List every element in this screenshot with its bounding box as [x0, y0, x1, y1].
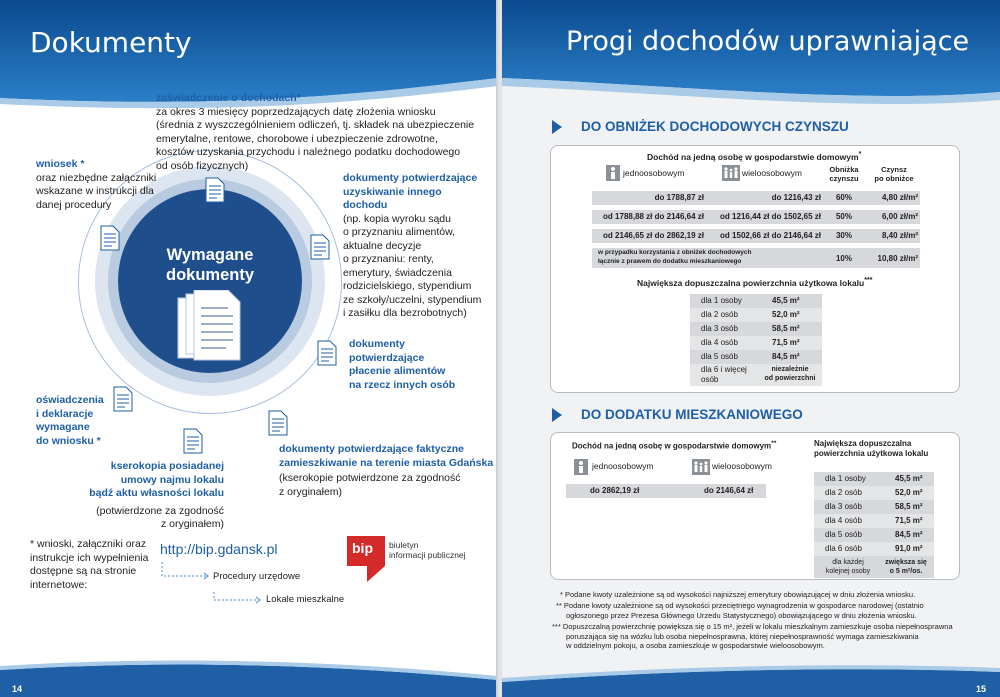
- ksero-line: (potwierdzone za zgodność: [96, 504, 224, 517]
- t1-last-line: łącznie z prawem do dodatku mieszkaniowego: [598, 257, 742, 265]
- table-cell: dla 5 osób: [825, 530, 862, 539]
- table-cell: dla 6 osób: [825, 544, 862, 553]
- table-cell: 71,5 m²: [895, 516, 923, 525]
- table-cell: 30%: [835, 231, 852, 240]
- t1-last-label: [598, 249, 752, 266]
- inne-line: rodzicielskiego, stypendium: [343, 280, 472, 292]
- table-cell: 50%: [835, 212, 852, 221]
- left-page: [0, 0, 498, 697]
- link-procedury[interactable]: Procedury urzędowe: [213, 571, 301, 582]
- table-cell: 6,00 zł/m²: [881, 212, 918, 221]
- table-cell: dla 4 osób: [701, 338, 738, 347]
- bip-caption: [389, 540, 466, 560]
- pow-last-line: dla 6 i więcej: [701, 365, 747, 374]
- alimenty-heading: potwierdzające: [349, 351, 425, 364]
- footnote-2-line: ** Podane kwoty uzależnione są od wysokości przeciętnego wynagrodzenia w gospodarce narodowej (ostatnio: [556, 601, 924, 610]
- table-cell: dla 1 osoby: [825, 474, 866, 483]
- inne-heading: dokumenty potwierdzające: [343, 172, 478, 184]
- page-title: Progi dochodów uprawniające: [566, 26, 970, 57]
- zasw-line: kosztów uzyskania przychodu i należnego podatku dochodowego: [156, 146, 461, 158]
- table-cell: dla 5 osób: [701, 352, 738, 361]
- pow-last-val-line: od powierzchni: [764, 374, 816, 382]
- ksero-line: z oryginałem): [160, 518, 224, 530]
- family-icon: [722, 165, 740, 181]
- page-number-left: 14: [12, 684, 23, 694]
- footnote-1: * Podane kwoty uzależnione są od wysokości najniższej emerytury obowiązującej w dniu złożenia wniosku.: [560, 590, 916, 599]
- center-title: [118, 245, 302, 285]
- table-cell: do 2146,64 zł: [704, 486, 754, 495]
- ksero-heading: kserokopia posiadanej: [110, 460, 224, 472]
- inne-line: (np. kopia wyroku sądu: [343, 212, 451, 225]
- t2-last-val-line: o 5 m²/os.: [889, 568, 923, 575]
- t1-multi-label: wieloosobowym: [742, 168, 802, 178]
- table-cell: 4,80 zł/m²: [881, 193, 918, 202]
- wniosek-heading: wniosek *: [36, 158, 85, 170]
- faktyczne-line: z oryginałem): [279, 485, 343, 498]
- oswiadczenia-heading: do wniosku *: [36, 434, 101, 447]
- doc-icon-faktyczne: [268, 410, 288, 436]
- alimenty-block: [349, 338, 489, 392]
- doc-icon-inne: [310, 234, 330, 260]
- t2-pow-header-line: powierzchnia użytkowa lokalu: [814, 449, 929, 458]
- t2-pow-header: [814, 439, 928, 459]
- bip-logo-text: bip: [352, 540, 373, 556]
- alimenty-heading: płacenie alimentów: [349, 365, 446, 377]
- pow-header-mark: ***: [864, 276, 873, 284]
- t2-header: [572, 440, 776, 451]
- table-cell: 84,5 m²: [895, 530, 923, 539]
- t2-last-line: dla każdej: [832, 559, 864, 566]
- section-arrow-icon: [552, 408, 562, 422]
- table-cell: dla 3 osób: [701, 324, 738, 333]
- faktyczne-heading: zamieszkiwanie na terenie miasta Gdańska: [279, 456, 494, 469]
- zasw-line: emerytalne, rentowe, chorobowe i ubezpieczenie zdrowotne,: [156, 132, 438, 145]
- inne-line: o przyznaniu: renty,: [343, 253, 434, 265]
- document-stack-icon: [176, 290, 246, 366]
- footnote-2-line: ogłoszonego przez Prezesa Głównego Urzedu Statystycznego) obowiązującego w dniu złożenia wniosku.: [566, 610, 917, 620]
- inne-block: [343, 172, 493, 321]
- t2-single-label: jednoosobowym: [592, 461, 654, 471]
- col-obnizka: [826, 165, 862, 183]
- link-arrows: [160, 562, 212, 606]
- inne-line: emerytury, świadczenia: [343, 266, 452, 279]
- table-cell: od 2146,65 zł do 2862,19 zł: [603, 231, 704, 240]
- ksero-heading: umowy najmu lokalu: [120, 473, 224, 486]
- table-cell: dla 1 osoby: [701, 296, 742, 305]
- alimenty-heading: na rzecz innych osób: [349, 378, 456, 391]
- footnote-line: * wnioski, załączniki oraz: [30, 538, 147, 550]
- pow-header: [637, 276, 872, 288]
- footnote-3: [552, 622, 962, 651]
- table-cell: 58,5 m²: [772, 324, 800, 333]
- table-cell: 58,5 m²: [895, 502, 923, 511]
- table-cell: od 1216,44 zł do 1502,65 zł: [720, 212, 821, 221]
- table-cell: do 1788,87 zł: [654, 193, 704, 202]
- oswiadczenia-heading: wymagane: [36, 421, 90, 433]
- wniosek-line: wskazane w instrukcji dla: [36, 185, 154, 197]
- right-footer-wave: [502, 648, 1000, 697]
- wniosek-block: [36, 158, 176, 212]
- footnote-line: dostępne są na stronie: [30, 565, 137, 577]
- t2-last-value: [878, 558, 934, 576]
- inne-heading: dochodu: [343, 199, 388, 211]
- table-cell: dla 3 osób: [825, 502, 862, 511]
- link-lokale[interactable]: Lokale mieszkalne: [266, 594, 345, 605]
- footnote-block: [30, 538, 160, 592]
- faktyczne-block: [279, 443, 494, 499]
- family-icon: [692, 459, 710, 475]
- table-cell: 10%: [835, 254, 852, 263]
- table-cell: 52,0 m²: [895, 488, 923, 497]
- table-cell: do 1216,43 zł: [771, 193, 821, 202]
- wniosek-line: oraz niezbędne załączniki: [36, 171, 157, 184]
- table-cell: 60%: [835, 193, 852, 202]
- table-cell: 10,80 zł/m²: [877, 254, 918, 263]
- table-cell: dla 2 osób: [825, 488, 862, 497]
- pow-last-val-line: niezależnie: [771, 366, 809, 373]
- person-icon: [606, 165, 620, 181]
- table-cell: 8,40 zł/m²: [881, 231, 918, 240]
- t2-header-text: Dochód na jedną osobę w gospodarstwie domowym: [572, 441, 772, 451]
- page-number-right: 15: [976, 684, 987, 694]
- doc-icon-alimenty: [317, 340, 337, 366]
- zasw-heading: zaświadczenie o dochodach*: [156, 92, 301, 104]
- t1-single-label: jednoosobowym: [623, 168, 685, 178]
- zasw-line: od osób fizycznych): [156, 159, 249, 172]
- col-czynsz-line: Czynsz: [881, 165, 907, 174]
- table-cell: do 2862,19 zł: [590, 486, 640, 495]
- inne-line: i zasiłku dla bezrobotnych): [343, 307, 467, 319]
- page-title: Dokumenty: [30, 26, 192, 59]
- table-cell: od 1788,88 zł do 2146,64 zł: [603, 212, 704, 221]
- t2-last-label: [818, 558, 878, 576]
- pow-last-line: osób: [701, 374, 719, 384]
- col-czynsz-line: po obniżce: [874, 174, 914, 183]
- t2-pow-header-line: Największa dopuszczalna: [814, 439, 912, 448]
- footnote-3-line: poruszająca się na wózku lub osoba niepełnosprawna, której niepełnosprawność wymaga zamieszkiwania: [566, 631, 919, 641]
- bip-caption-line: informacji publicznej: [389, 550, 466, 560]
- table-cell: dla 4 osób: [825, 516, 862, 525]
- t2-last-line: kolejnej osoby: [825, 568, 871, 575]
- t1-header: [647, 150, 861, 162]
- table-cell: 52,0 m²: [772, 310, 800, 319]
- alimenty-heading: dokumenty: [349, 338, 406, 350]
- pow-last-value: [760, 366, 820, 383]
- col-czynsz: [869, 165, 919, 183]
- doc-icon-zasw: [205, 177, 225, 203]
- footnote-3-line: *** Dopuszczalną powierzchnię powiększa się o 15 m², jeżeli w lokalu mieszkalnym zamieszkuje osoba niepełnosprawna: [552, 622, 953, 631]
- t1-header-mark: *: [858, 150, 862, 158]
- footnote-3-line: w oddzielnym pokoju, a osoba zamieszkuje w gospodarstwie wieloosobowym.: [566, 641, 825, 650]
- zasw-line: (średnia z wyszczególnieniem odliczeń, tj. składek na ubezpieczenie: [156, 119, 475, 131]
- person-icon: [574, 459, 588, 475]
- section-arrow-icon: [552, 120, 562, 134]
- table-cell: 91,0 m²: [895, 544, 923, 553]
- t2-last-val-line: zwiększa się: [885, 559, 927, 566]
- footnote-line: instrukcje ich wypełnienia: [30, 551, 149, 564]
- faktyczne-line: (kserokopie potwierdzone za zgodność: [279, 472, 461, 484]
- section-heading-dodatek: DO DODATKU MIESZKANIOWEGO: [581, 407, 803, 422]
- ksero-heading: bądź aktu własności lokalu: [89, 487, 224, 499]
- bip-caption-line: biuletyn: [389, 540, 419, 550]
- oswiadczenia-heading: oświadczenia: [36, 394, 104, 406]
- link-arrow-2: [212, 592, 262, 608]
- inne-line: ze szkoły/uczelni, stypendium: [343, 293, 482, 306]
- pow-last-label: [701, 365, 747, 384]
- t1-header-text: Dochód na jedną osobę w gospodarstwie domowym: [647, 151, 859, 162]
- doc-icon-ksero: [183, 428, 203, 454]
- oswiadczenia-block: [36, 394, 136, 448]
- table-cell: 71,5 m²: [772, 338, 800, 347]
- table-cell: od 1502,66 zł do 2146,64 zł: [720, 231, 821, 240]
- center-line-2: dokumenty: [165, 266, 254, 284]
- zasw-line: za okres 3 miesięcy poprzedzających datę złożenia wniosku: [156, 105, 436, 118]
- table-cell: dla 2 osób: [701, 310, 738, 319]
- ksero-block: [60, 460, 224, 532]
- oswiadczenia-heading: i deklaracje: [36, 407, 94, 420]
- col-obnizka-line: czynszu: [829, 174, 859, 183]
- wniosek-line: danej procedury: [36, 198, 112, 211]
- pow-header-text: Największa dopuszczalna powierzchnia użytkowa lokalu: [637, 277, 865, 288]
- doc-icon-wniosek: [100, 225, 120, 251]
- table-cell: 45,5 m²: [895, 474, 923, 483]
- table-cell: 84,5 m²: [772, 352, 800, 361]
- col-obnizka-line: Obniżka: [829, 165, 859, 174]
- t1-last-line: w przypadku korzystania z obniżek dochodowych: [598, 249, 752, 256]
- center-line-1: Wymagane: [166, 246, 254, 264]
- faktyczne-heading: dokumenty potwierdzające faktyczne: [279, 443, 464, 455]
- table-cell: 45,5 m²: [772, 296, 800, 305]
- zasw-block: [156, 92, 476, 173]
- left-footer-wave: [0, 640, 498, 697]
- inne-heading: uzyskiwanie innego: [343, 185, 442, 198]
- bip-url-link[interactable]: http://bip.gdansk.pl: [160, 541, 278, 557]
- inne-line: aktualne decyzje: [343, 239, 422, 252]
- t2-multi-label: wieloosobowym: [712, 461, 772, 471]
- inne-line: o przyznaniu alimentów,: [343, 226, 456, 238]
- footnote-2: [556, 601, 956, 620]
- footnote-line: internetowe:: [30, 578, 88, 591]
- section-heading-obnizki: DO OBNIŻEK DOCHODOWYCH CZYNSZU: [581, 119, 849, 134]
- t2-header-mark: **: [771, 440, 777, 447]
- right-page: [502, 0, 1000, 697]
